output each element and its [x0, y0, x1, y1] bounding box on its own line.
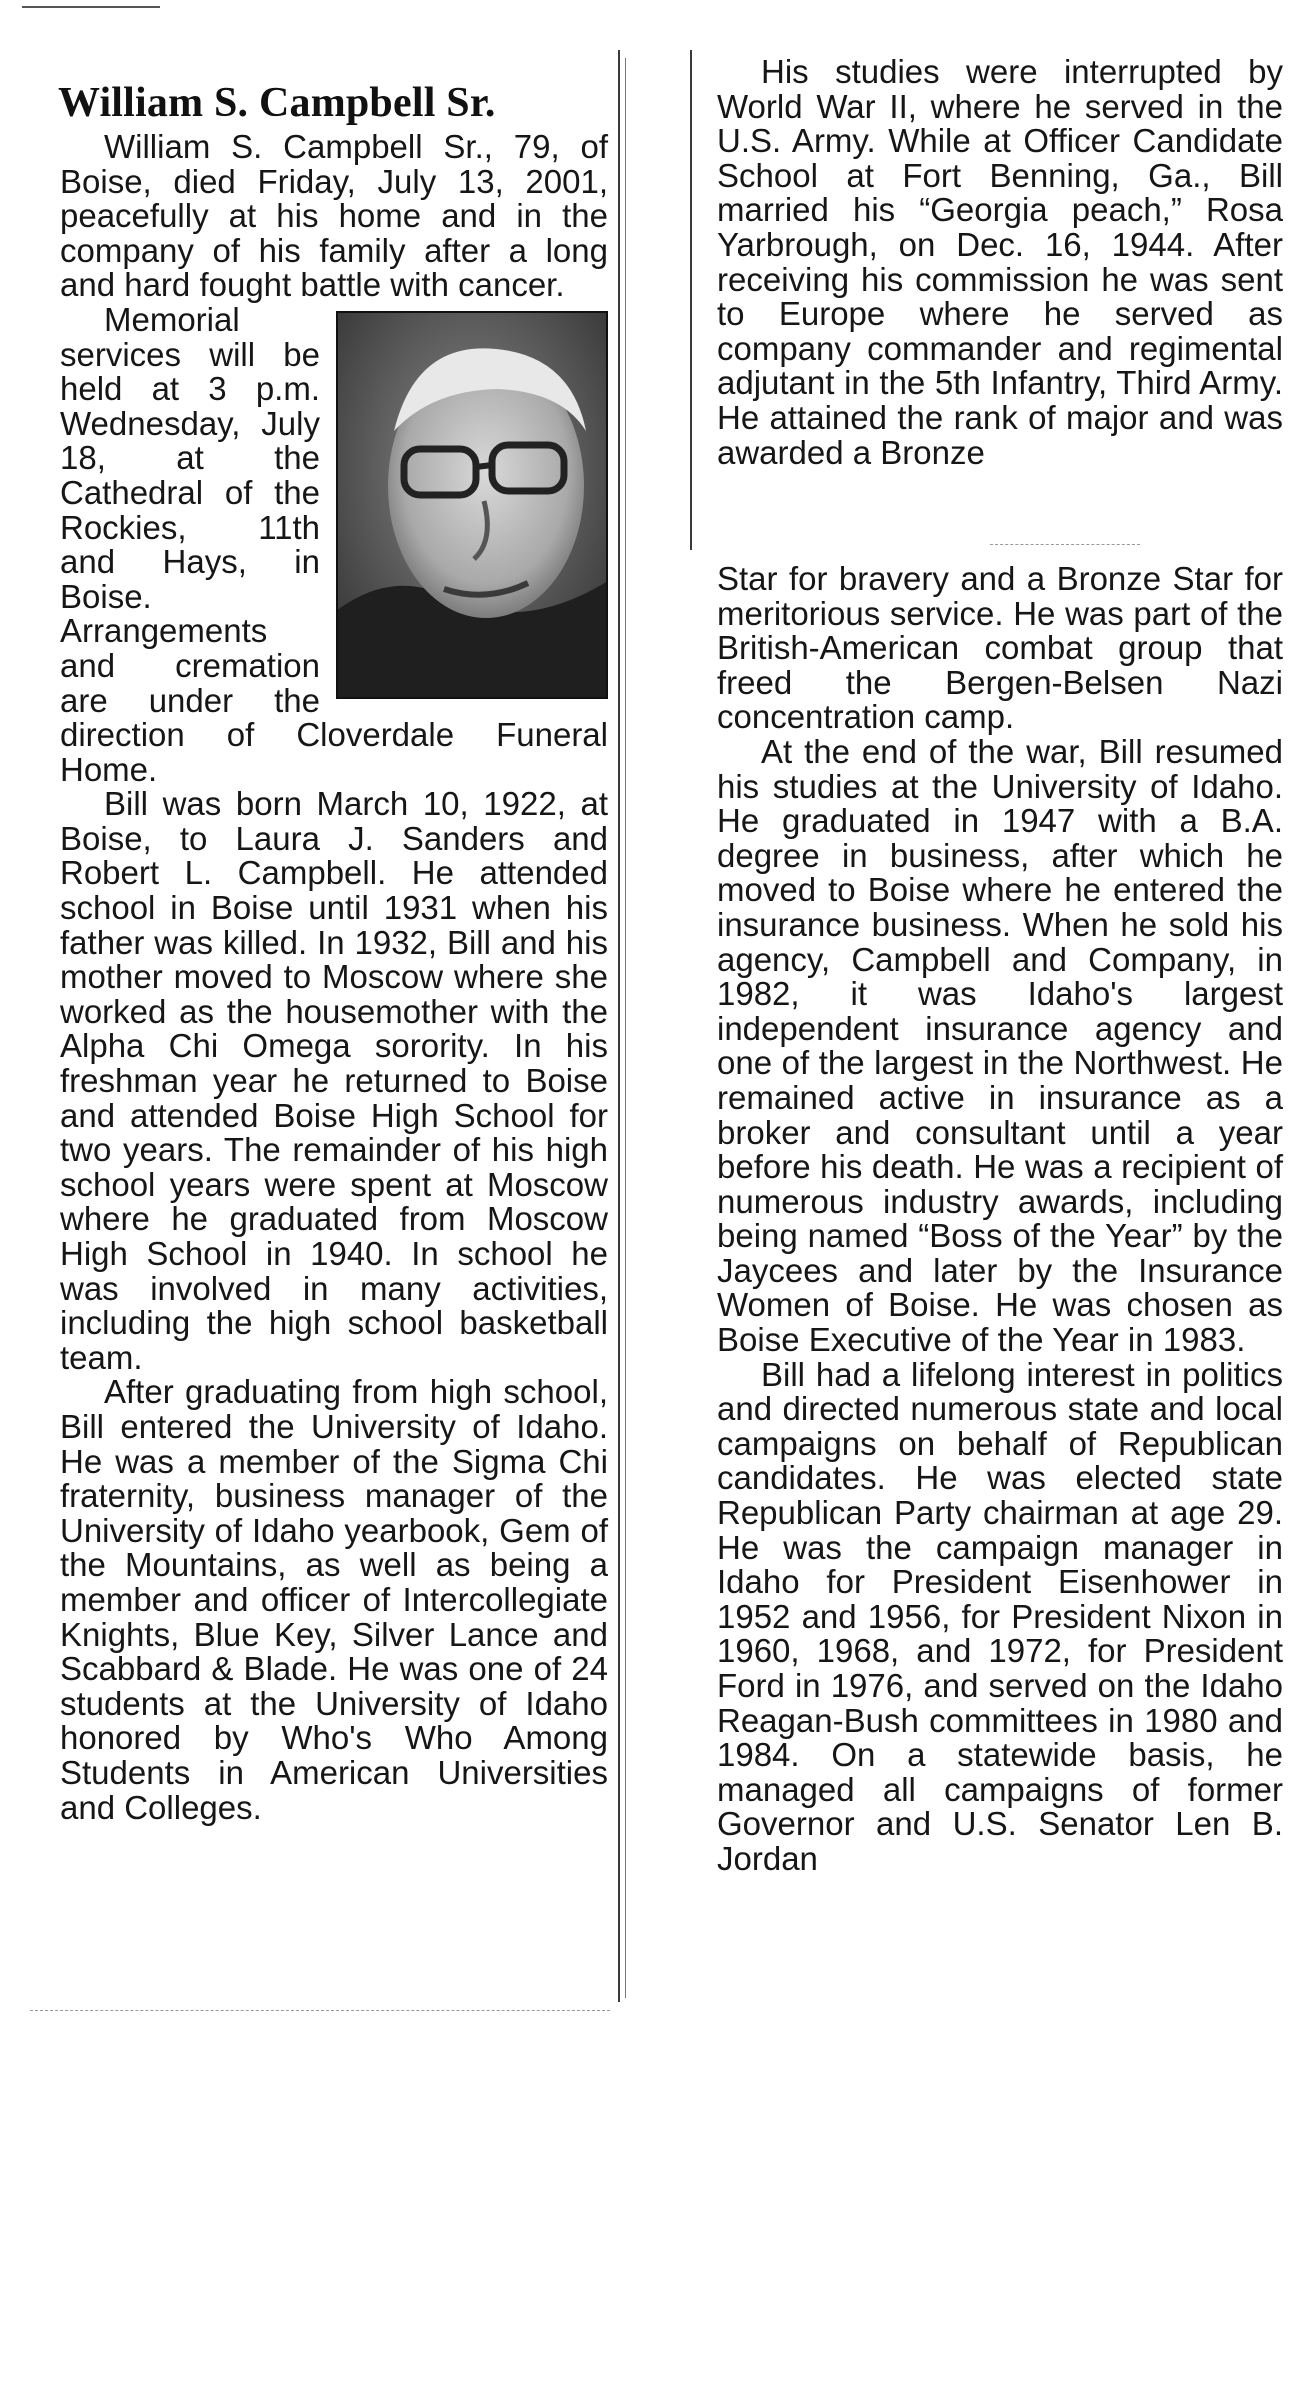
memorial-paragraph-tail: are under the direction of Cloverdale Funeral Home.: [60, 681, 608, 788]
politics-paragraph: Bill had a lifelong interest in politics and directed numerous state and local campaigns on behalf of Republican candidates. He was elected state Republican Party chairman at age 29. He was the campaign manager in Idaho for President Eisenhower in 1952 and 1956, for President Nixon in 1960, 1968, and 1972, for President Ford in 1976, and served on the Idaho Reagan-Bush committees in 1980 and 1984. On a statewide basis, he managed all campaigns of former Governor and U.S. Senator Len B. Jordan: [717, 1355, 1283, 1877]
war-continued-paragraph: Star for bravery and a Bronze Star for meritorious service. He was part of the British-American combat group that freed the Bergen-Belsen Nazi concentration camp.: [717, 560, 1283, 736]
obituary-headline: William S. Campbell Sr.: [58, 80, 496, 126]
top-rule: [22, 6, 160, 8]
right-column-bottom: [717, 562, 1283, 1877]
column-rule-right: [690, 50, 692, 550]
war-paragraph: His studies were interrupted by World War II, where he served in the U.S. Army. While at Officer Candidate School at Fort Benning, Ga., Bill married his “Georgia peach,” Rosa Yarbrough, on Dec. 16, 1944. After receiving his commission he was sent to Europe where he served as company commander and regimental adjutant in the 5th Infantry, Third Army. He attained the rank of major and was awarded a Bronze: [717, 53, 1283, 471]
early-life-paragraph: Bill was born March 10, 1922, at Boise, to Laura J. Sanders and Robert L. Campbell. He attended school in Boise until 1931 when his father was killed. In 1932, Bill and his mother moved to Moscow where she worked as the housemother with the Alpha Chi Omega sorority. In his freshman year he returned to Boise and attended Boise High School for two years. The remainder of his high school years were spent at Moscow where he graduated from Moscow High School in 1940. In school he was involved in many activities, including the high school basketball team.: [60, 785, 608, 1376]
left-column: [60, 78, 608, 1825]
career-paragraph: At the end of the war, Bill resumed his studies at the University of Idaho. He graduated in 1947 with a B.A. degree in business, after which he moved to Boise where he entered the insurance business. When he sold his agency, Campbell and Company, in 1982, it was Idaho's largest independent insurance agency and one of the largest in the Northwest. He remained active in insurance as a broker and consultant until a year before his death. He was a recipient of numerous industry awards, including being named “Boss of the Year” by the Jaycees and later by the Insurance Women of Boise. He was chosen as Boise Executive of the Year in 1983.: [717, 732, 1283, 1359]
left-bottom-dashed-rule: [30, 2010, 610, 2011]
right-break-dashed-rule: [990, 544, 1140, 545]
column-rule-left-thin: [625, 58, 626, 1998]
column-rule-left: [618, 50, 620, 2002]
right-column-top: [717, 55, 1283, 470]
university-paragraph: After graduating from high school, Bill entered the University of Idaho. He was a member of the Sigma Chi fraternity, business manager of the University of Idaho yearbook, Gem of the Mountains, as well as being a member and officer of Intercollegiate Knights, Blue Key, Silver Lance and Scabbard & Blade. He was one of 24 students at the University of Idaho honored by Who's Who Among Students in American Universities and Colleges.: [60, 1373, 608, 1826]
intro-paragraph: William S. Campbell Sr., 79, of Boise, died Friday, July 13, 2001, peacefully at his home and in the company of his family after a long and hard fought battle with cancer.: [60, 128, 608, 304]
portrait-photo-icon: [336, 311, 608, 699]
memorial-paragraph: Memorial services will be held at 3 p.m. Wednesday, July 18, at the Cathedral of the Rockies, 11th and Hays, in Boise. Arrangements and cremation: [60, 300, 320, 684]
